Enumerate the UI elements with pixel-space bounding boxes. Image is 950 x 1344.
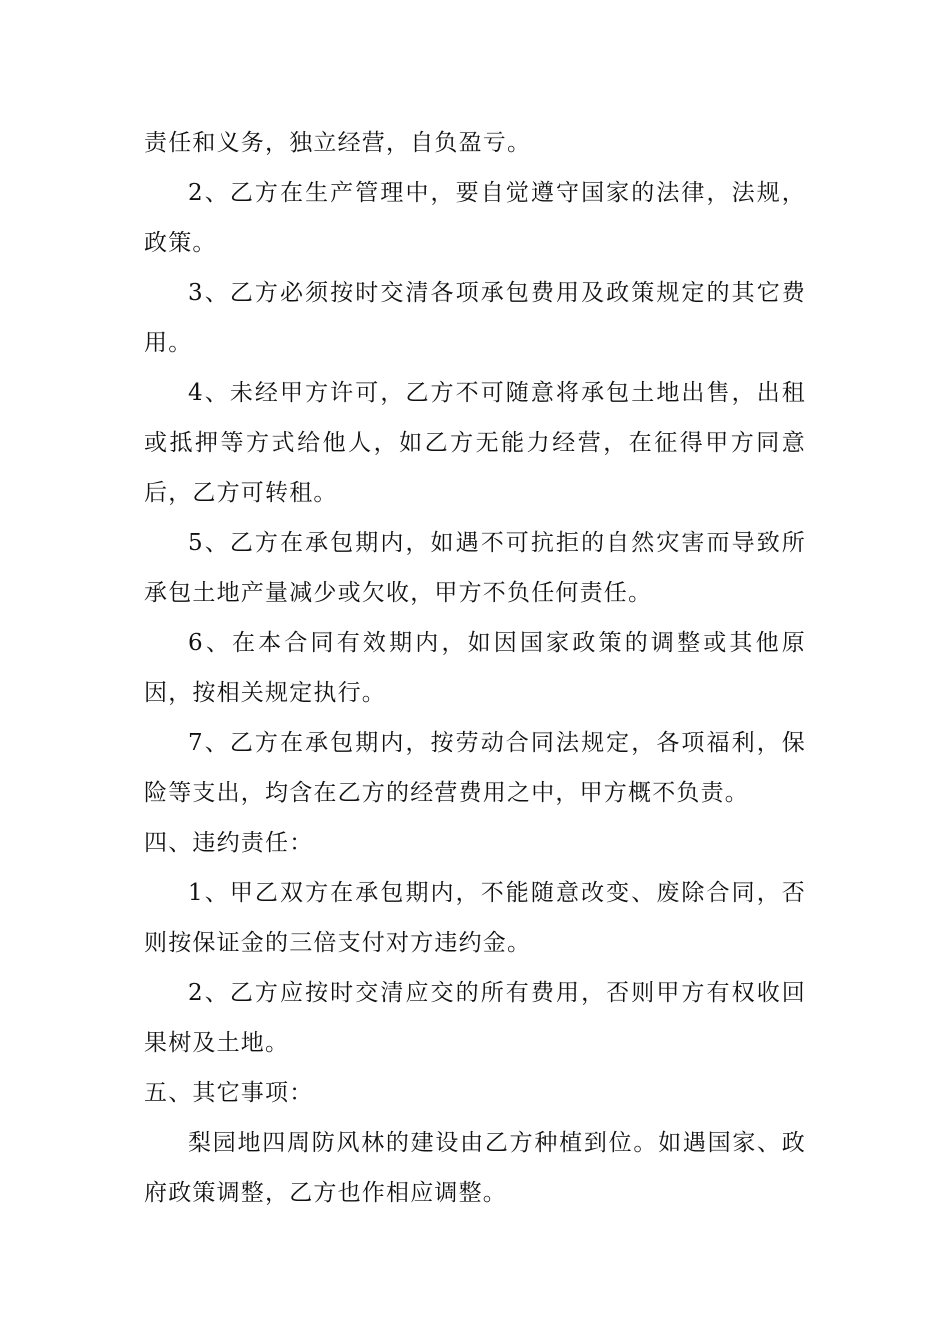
- paragraph-continuation: 责任和义务，独立经营，自负盈亏。: [144, 130, 532, 156]
- clause-3-2: 2、乙方在生产管理中，要自觉遵守国家的法律，法规，政策。: [144, 180, 806, 256]
- clause-4-1: 1、甲乙双方在承包期内，不能随意改变、废除合同，否则按保证金的三倍支付对方违约金。: [144, 880, 806, 956]
- clause-3-6: 6、在本合同有效期内，如因国家政策的调整或其他原因，按相关规定执行。: [144, 630, 806, 706]
- clause-3-7: 7、乙方在承包期内，按劳动合同法规定，各项福利，保险等支出，均含在乙方的经营费用之中，甲方概不负责。: [144, 730, 806, 806]
- clause-3-3: 3、乙方必须按时交清各项承包费用及政策规定的其它费用。: [144, 280, 806, 356]
- clause-3-4: 4、未经甲方许可，乙方不可随意将承包土地出售，出租或抵押等方式给他人，如乙方无能力经营，在征得甲方同意后，乙方可转租。: [144, 380, 806, 506]
- clause-4-2: 2、乙方应按时交清应交的所有费用，否则甲方有权收回果树及土地。: [144, 980, 806, 1056]
- clause-3-5: 5、乙方在承包期内，如遇不可抗拒的自然灾害而导致所承包土地产量减少或欠收，甲方不负任何责任。: [144, 530, 806, 606]
- document-body: [144, 118, 806, 1218]
- section-heading-other: 五、其它事项：: [144, 1080, 314, 1106]
- section-heading-breach: 四、违约责任：: [144, 830, 314, 856]
- clause-5-1: 梨园地四周防风林的建设由乙方种植到位。如遇国家、政府政策调整，乙方也作相应调整。: [144, 1130, 806, 1206]
